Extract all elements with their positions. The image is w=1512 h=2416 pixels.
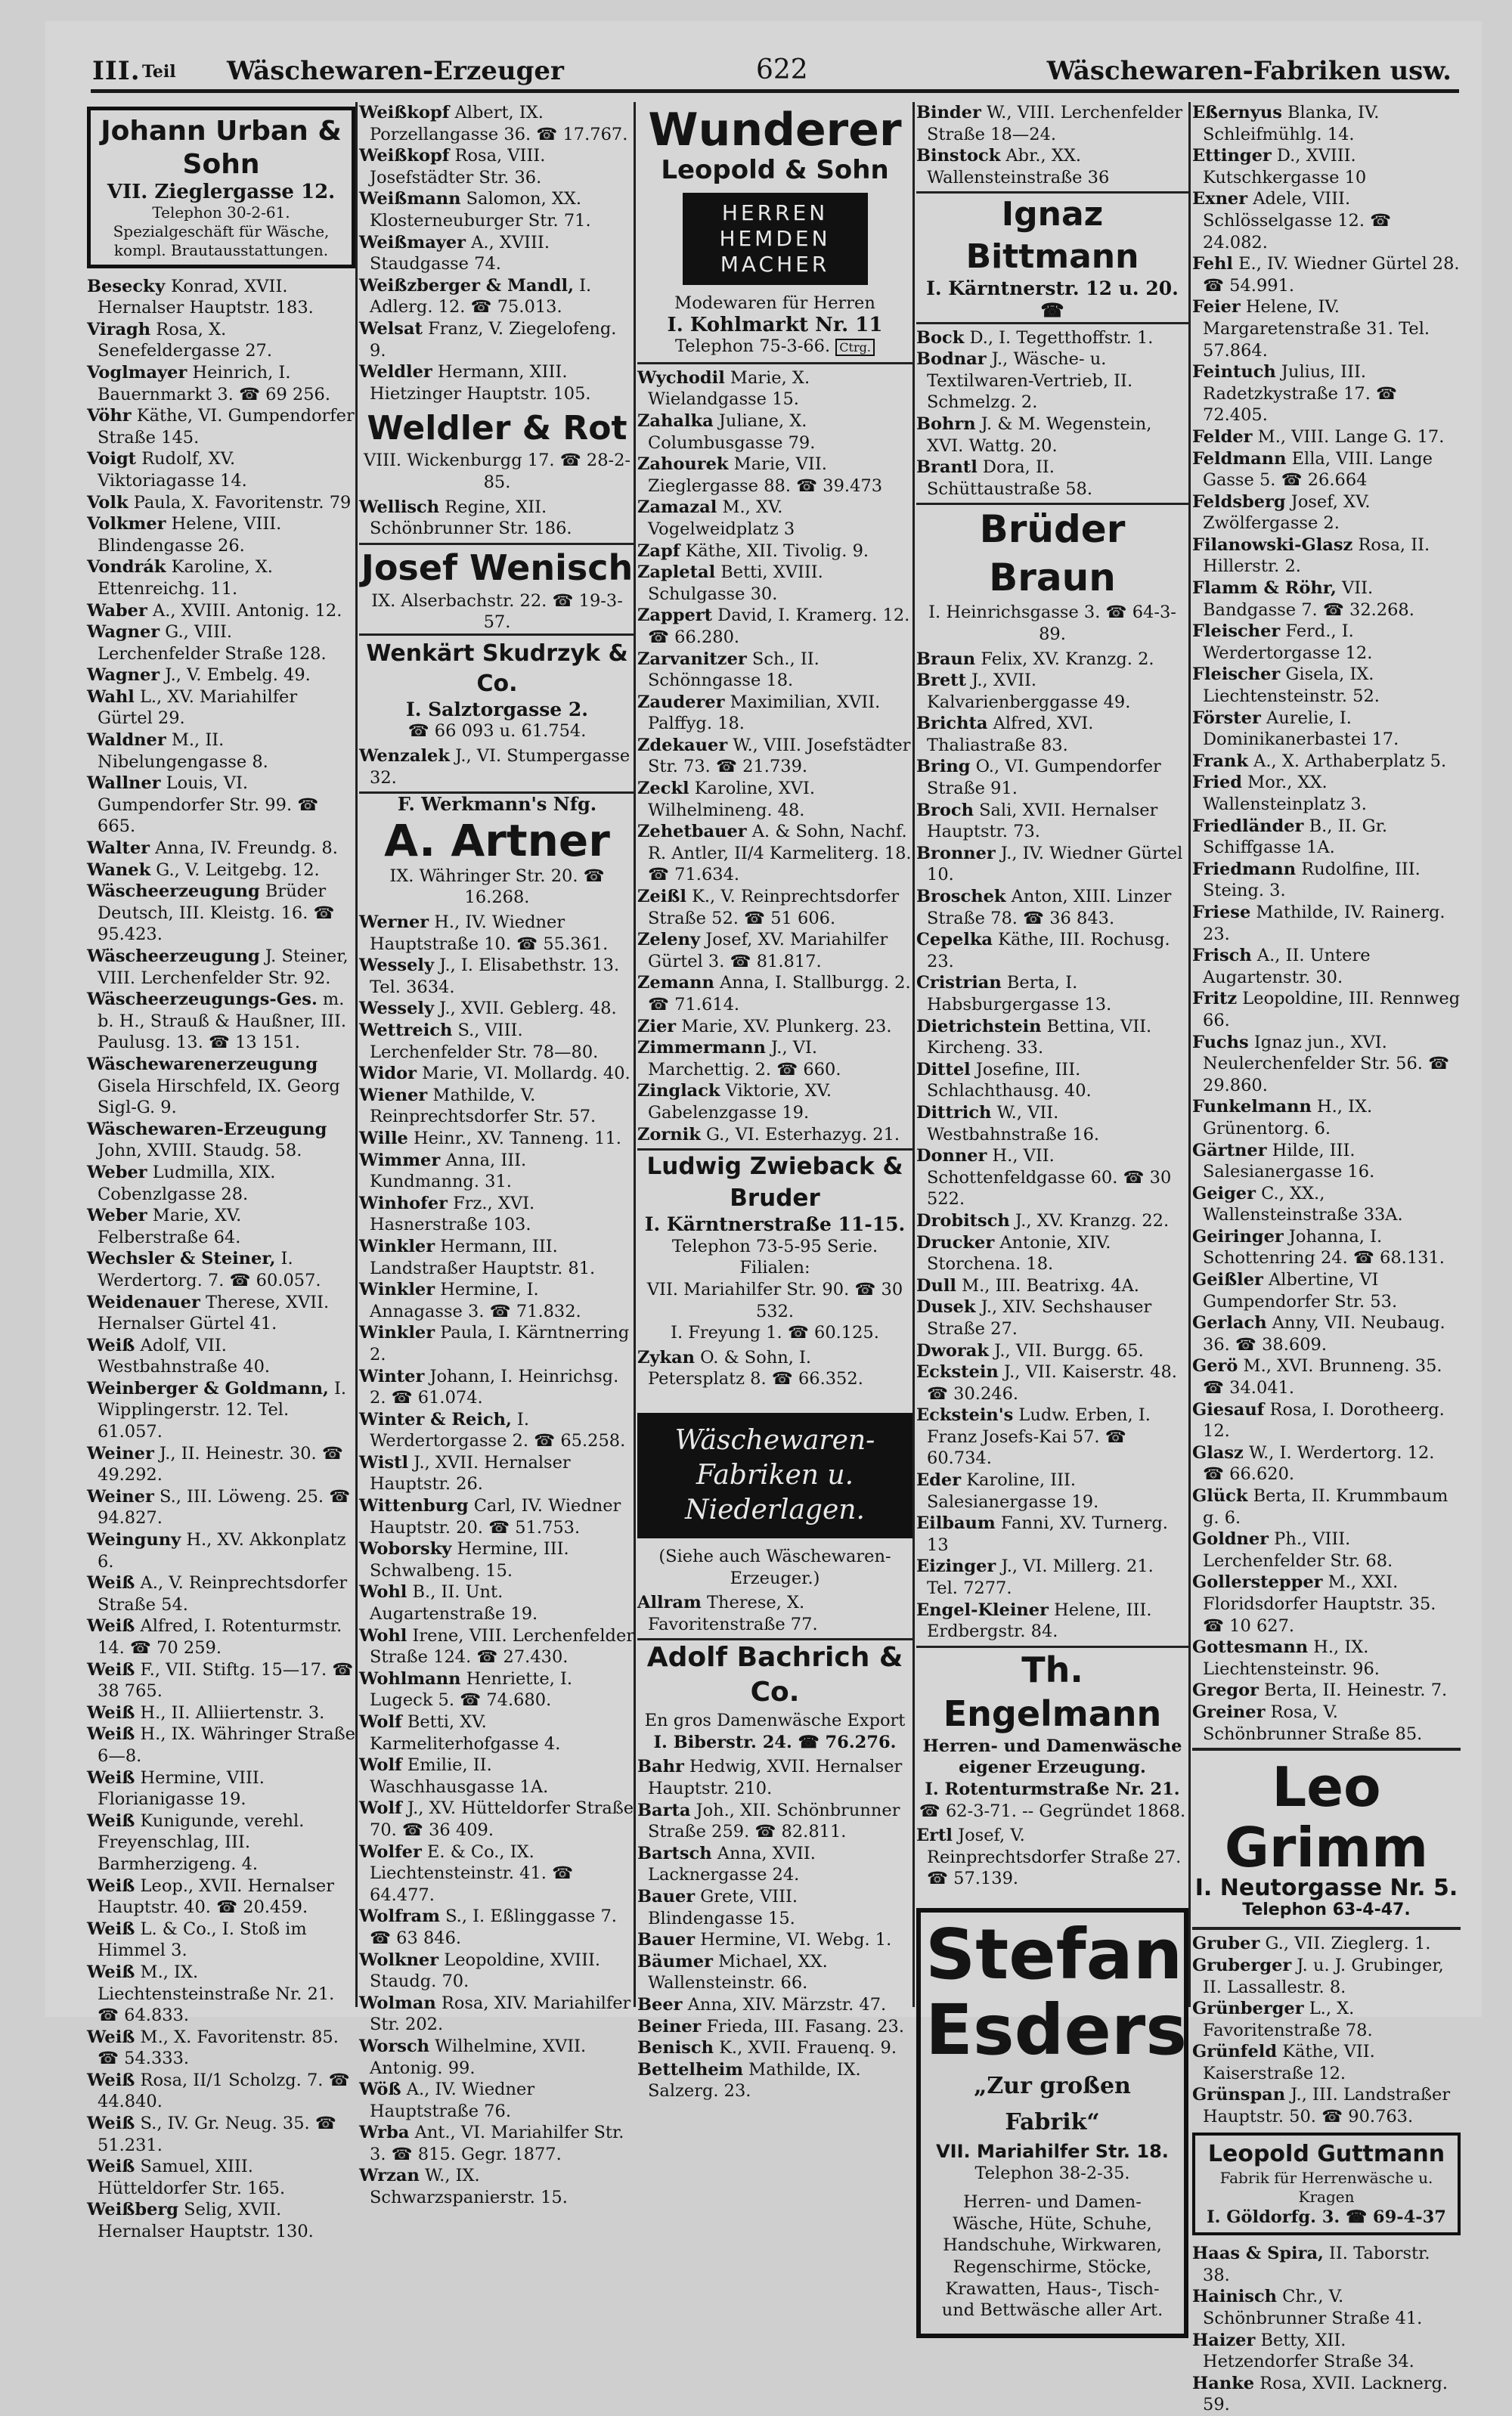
ad-grimm-phone: Telephon 63-4-47. xyxy=(1242,1900,1411,1919)
directory-entry: Wäscheerzeugung J. Steiner, VIII. Lerchenfelder Str. 92. xyxy=(87,946,349,988)
directory-entry: Gottesmann H., IX. Liechtensteinstr. 96. xyxy=(1192,1637,1380,1679)
directory-entry: Zykan O. & Sohn, I. Petersplatz 8. ☎ 66.352. xyxy=(637,1347,863,1389)
directory-entry: Zemann Anna, I. Stallburgg. 2. ☎ 71.614. xyxy=(637,973,911,1014)
directory-entry: Wimmer Anna, III. Kundmanng. 31. xyxy=(359,1150,527,1192)
ad-braun-name: Brüder Braun xyxy=(979,507,1126,600)
right-running-title: Wäschewaren-Fabriken usw. xyxy=(1046,56,1452,86)
directory-entry: Wagner J., V. Embelg. 49. xyxy=(87,665,311,686)
ad-urban xyxy=(87,107,355,268)
ad-grimm-name: Leo Grimm xyxy=(1224,1755,1429,1880)
ad-wenkart xyxy=(359,639,635,742)
directory-entry: Bäumer Michael, XX. Wallensteinstr. 66. xyxy=(637,1951,828,1993)
entry-list xyxy=(637,1347,912,1390)
directory-entry: Bauer Hermine, VI. Webg. 1. xyxy=(637,1930,892,1950)
directory-entry: Voglmayer Heinrich, I. Bauernmarkt 3. ☎ 69 256. xyxy=(87,362,331,404)
directory-entry: Wiener Mathilde, V. Reinprechtsdorfer Str. 57. xyxy=(359,1085,596,1127)
directory-entry: Weiß M., X. Favoritenstr. 85. ☎ 54.333. xyxy=(87,2027,339,2069)
ad-artner-predecessor: F. Werkmann's Nfg. xyxy=(397,793,597,816)
part-number: III. xyxy=(92,56,141,86)
directory-entry: Drucker Antonie, XIV. Storchena. 18. xyxy=(916,1232,1111,1275)
column-5 xyxy=(1192,102,1461,2416)
directory-entry: Weiß Leop., XVII. Hernalser Hauptstr. 40. ☎ 20.459. xyxy=(87,1875,334,1918)
ad-bittmann-address: I. Kärntnerstr. 12 u. 20. ☎ xyxy=(926,277,1179,321)
directory-entry: Friedmann Rudolfine, III. Steing. 3. xyxy=(1192,859,1421,901)
directory-entry: Haizer Betty, XII. Hetzendorfer Straße 34. xyxy=(1192,2330,1414,2372)
directory-entry: Weldler Hermann, XIII. Hietzinger Hauptstr. 105. xyxy=(359,362,591,404)
directory-entry: Winkler Hermine, I. Annagasse 3. ☎ 71.832. xyxy=(359,1280,581,1321)
ad-zwieback xyxy=(637,1148,912,1344)
directory-entry: Binstock Abr., XX. Wallensteinstraße 36 xyxy=(916,146,1110,187)
directory-entry: Bodnar J., Wäsche- u. Textilwaren-Vertrieb, II. Schmelzg. 2. xyxy=(916,349,1133,413)
directory-entry: Brantl Dora, II. Schüttaustraße 58. xyxy=(916,457,1093,499)
directory-entry: Waldner M., II. Nibelungengasse 8. xyxy=(87,730,268,772)
column-divider xyxy=(355,102,358,2007)
directory-entry: Wahl L., XV. Mariahilfer Gürtel 29. xyxy=(87,686,298,729)
directory-entry: Broch Sali, XVII. Hernalser Hauptstr. 73. xyxy=(916,800,1158,842)
directory-entry: Waber A., XVIII. Antonig. 12. xyxy=(87,600,342,621)
directory-entry: Zinglack Viktorie, XV. Gabelenzgasse 19. xyxy=(637,1081,832,1123)
directory-entry: Weber Marie, XV. Felberstraße 64. xyxy=(87,1206,242,1247)
directory-entry: Eckstein J., VII. Kaiserstr. 48. ☎ 30.246. xyxy=(916,1362,1177,1404)
directory-entry: Allram Therese, X. Favoritenstraße 77. xyxy=(637,1593,818,1634)
directory-entry: Gärtner Hilde, III. Salesianergasse 16. xyxy=(1192,1140,1375,1182)
directory-entry: Weiß S., IV. Gr. Neug. 35. ☎ 51.231. xyxy=(87,2114,336,2155)
directory-entry: Welsat Franz, V. Ziegelofeng. 9. xyxy=(359,318,617,361)
entry-list xyxy=(1192,102,1461,1745)
directory-entry: Fehl E., IV. Wiedner Gürtel 28. ☎ 54.991. xyxy=(1192,254,1460,296)
ad-zwieback-branch-2: I. Freyung 1. ☎ 60.125. xyxy=(671,1323,879,1343)
directory-entry: Eßernyus Blanka, IV. Schleifmühlg. 14. xyxy=(1192,103,1380,144)
entry-list xyxy=(1192,2243,1461,2416)
directory-entry: Bauer Grete, VIII. Blindengasse 15. xyxy=(637,1887,798,1928)
ad-esders-phone: Telephon 38-2-35. xyxy=(974,2163,1130,2183)
ad-wenkart-phone: ☎ 66 093 u. 61.754. xyxy=(407,721,587,742)
ad-zwieback-branch-1: VII. Mariahilfer Str. 90. ☎ 30 532. xyxy=(646,1279,903,1321)
entry-list xyxy=(359,497,635,540)
directory-entry: Beer Anna, XIV. Märzstr. 47. xyxy=(637,1995,887,2015)
column-3 xyxy=(637,102,912,2102)
ad-engelmann-phone: ☎ 62-3-71. -- Gegründet 1868. xyxy=(919,1801,1186,1821)
directory-entry: Binder W., VIII. Lerchenfelder Straße 18—24. xyxy=(916,103,1183,144)
directory-entry: Fleischer Ferd., I. Werdertorgasse 12. xyxy=(1192,621,1373,663)
ad-wenkart-address: I. Salztorgasse 2. xyxy=(406,698,588,720)
entry-list xyxy=(1192,1933,1461,2127)
directory-entry: Weiß Adolf, VII. Westbahnstraße 40. xyxy=(87,1335,271,1377)
entry-list xyxy=(359,912,635,2209)
ad-bachrich-description: En gros Damenwäsche Export xyxy=(644,1711,906,1731)
directory-entry: Wittenburg Carl, IV. Wiedner Hauptstr. 20. ☎ 51.753. xyxy=(359,1496,621,1538)
directory-entry: Weiß M., IX. Liechtensteinstraße Nr. 21. ☎ 64.833. xyxy=(87,1962,335,2026)
directory-entry: Fuchs Ignaz jun., XVI. Neulerchenfelder Str. 56. ☎ 29.860. xyxy=(1192,1032,1450,1095)
directory-entry: Eizinger J., VI. Millerg. 21. Tel. 7277. xyxy=(916,1556,1154,1599)
directory-entry: Dworak J., VII. Burgg. 65. xyxy=(916,1340,1144,1361)
column-divider xyxy=(912,102,915,2007)
directory-entry: Feldsberg Josef, XV. Zwölfergasse 2. xyxy=(1192,491,1371,534)
directory-entry: Volk Paula, X. Favoritenstr. 79 xyxy=(87,492,352,513)
directory-entry: Greiner Rosa, V. Schönbrunner Straße 85. xyxy=(1192,1702,1423,1744)
directory-entry: Zdekauer W., VIII. Josefstädter Str. 73. ☎ 21.739. xyxy=(637,735,911,777)
ad-wunderer-subtitle: Leopold & Sohn xyxy=(661,155,889,185)
directory-entry: Giesauf Rosa, I. Dorotheerg. 12. xyxy=(1192,1399,1445,1442)
directory-entry: Gruber G., VII. Zieglerg. 1. xyxy=(1192,1934,1431,1954)
ad-engelmann-description: Herren- und Damenwäsche eigener Erzeugung. xyxy=(922,1736,1182,1778)
ad-engelmann xyxy=(916,1646,1188,1822)
directory-entry: Benisch K., XVII. Frauenq. 9. xyxy=(637,2038,897,2058)
directory-entry: Wanek G., V. Leitgebg. 12. xyxy=(87,860,320,880)
directory-entry: Zappert David, I. Kramerg. 12. ☎ 66.280. xyxy=(637,606,910,647)
directory-entry: Zapf Käthe, XII. Tivolig. 9. xyxy=(637,541,869,561)
directory-entry: Winter Johann, I. Heinrichsg. 2. ☎ 61.074. xyxy=(359,1366,619,1408)
entry-list xyxy=(87,276,355,2243)
directory-entry: Widor Marie, VI. Mollardg. 40. xyxy=(359,1064,631,1084)
entry-list xyxy=(916,102,1188,188)
directory-entry: Geißler Albertine, VI Gumpendorfer Str. 53. xyxy=(1192,1270,1398,1312)
directory-entry: Wolf Betti, XV. Karmeliterhofgasse 4. xyxy=(359,1712,561,1754)
directory-entry: Feldmann Ella, VIII. Lange Gasse 5. ☎ 26.664 xyxy=(1192,448,1433,491)
column-2 xyxy=(359,102,635,2209)
directory-entry: Weidenauer Therese, XVII. Hernalser Gürtel 41. xyxy=(87,1292,330,1334)
ad-wunderer-address: I. Kohlmarkt Nr. 11 xyxy=(667,313,883,336)
directory-entry: Winkler Paula, I. Kärntnerring 2. xyxy=(359,1323,630,1364)
directory-entry: Wychodil Marie, X. Wielandgasse 15. xyxy=(637,367,810,410)
directory-entry: Wrba Ant., VI. Mariahilfer Str. 3. ☎ 815. Gegr. 1877. xyxy=(359,2123,624,2164)
directory-entry: Wagner G., VIII. Lerchenfelder Straße 128. xyxy=(87,622,327,664)
directory-entry: Vöhr Käthe, VI. Gumpendorfer Straße 145. xyxy=(87,406,355,448)
ad-urban-name: Johann Urban & Sohn xyxy=(101,116,342,180)
directory-entry: Feier Helene, IV. Margaretenstraße 31. Tel. 57.864. xyxy=(1192,297,1430,361)
ad-artner xyxy=(359,791,635,909)
entry-list xyxy=(359,102,635,404)
directory-entry: Weiß H., II. Alliiertenstr. 3. xyxy=(87,1702,325,1723)
column-4 xyxy=(916,102,1188,2346)
directory-entry: Dietrichstein Bettina, VII. Kircheng. 33. xyxy=(916,1016,1152,1058)
directory-entry: Weiß L. & Co., I. Stoß im Himmel 3. xyxy=(87,1919,307,1961)
directory-entry: Wessely J., XVII. Geblerg. 48. xyxy=(359,999,617,1019)
directory-entry: Wohl Irene, VIII. Lerchenfelder Straße 124. ☎ 27.430. xyxy=(359,1625,635,1668)
directory-entry: Voigt Rudolf, XV. Viktoriagasse 14. xyxy=(87,449,247,491)
ad-wunderer-phone: Telephon 75-3-66. xyxy=(675,336,831,357)
directory-entry: Bohrn J. & M. Wegenstein, XVI. Wattg. 20. xyxy=(916,414,1152,456)
directory-entry: Cristrian Berta, I. Habsburgergasse 13. xyxy=(916,973,1112,1014)
directory-entry: Feintuch Julius, III. Radetzkystraße 17. ☎ 72.405. xyxy=(1192,362,1398,426)
section-banner-fabriken: Wäschewaren-Fabriken u. Niederlagen. xyxy=(637,1413,912,1538)
directory-entry: Bring O., VI. Gumpendorfer Straße 91. xyxy=(916,757,1161,799)
ad-esders-description: Herren- und Damen-Wäsche, Hüte, Schuhe, Handschuhe, Wirkwaren, Regenschirme, Stöcke, Krawatten, Haus-, Tisch- und Bettwäsche aller Art. xyxy=(941,2192,1163,2321)
directory-entry: Dittrich W., VII. Westbahnstraße 16. xyxy=(916,1102,1100,1145)
directory-entry: Goldner Ph., VIII. Lerchenfelder Str. 68. xyxy=(1192,1529,1393,1571)
directory-entry: Winkler Hermann, III. Landstraßer Hauptstr. 81. xyxy=(359,1236,596,1278)
directory-entry: Grünspan J., III. Landstraßer Hauptstr. 50. ☎ 90.763. xyxy=(1192,2085,1451,2127)
ad-wenisch-address: IX. Alserbachstr. 22. ☎ 19-3-57. xyxy=(371,590,623,633)
directory-entry: Zarvanitzer Sch., II. Schönngasse 18. xyxy=(637,649,820,691)
column-1 xyxy=(87,102,355,2243)
directory-entry: Grünfeld Käthe, VII. Kaiserstraße 12. xyxy=(1192,2042,1375,2083)
directory-entry: Ettinger D., XVIII. Kutschkergasse 10 xyxy=(1192,146,1367,187)
directory-entry: Wohl B., II. Unt. Augartenstraße 19. xyxy=(359,1582,538,1625)
directory-entry: Weiß Kunigunde, verehl. Freyenschlag, III. Barmherzigeng. 4. xyxy=(87,1810,305,1874)
directory-entry: Wolfer E. & Co., IX. Liechtensteinstr. 41. ☎ 64.477. xyxy=(359,1841,574,1905)
directory-entry: Wohlmann Henriette, I. Lugeck 5. ☎ 74.680. xyxy=(359,1668,573,1711)
ad-wunderer-badge: Ctrg. xyxy=(835,339,875,356)
directory-entry: Volkmer Helene, VIII. Blindengasse 26. xyxy=(87,514,282,556)
ad-wunderer-description: Modewaren für Herren xyxy=(674,293,875,313)
directory-entry: Geiger C., XX., Wallensteinstraße 33A. xyxy=(1192,1183,1403,1225)
ad-guttmann xyxy=(1192,2133,1461,2236)
directory-entry: Weißkopf Rosa, VIII. Josefstädter Str. 36. xyxy=(359,146,546,187)
directory-entry: Weinberger & Goldmann, I. Wipplingerstr. 12. Tel. 61.057. xyxy=(87,1378,347,1442)
directory-entry: Glasz W., I. Werdertorg. 12. ☎ 66.620. xyxy=(1192,1442,1435,1485)
directory-entry: Engel-Kleiner Helene, III. Erdbergstr. 84. xyxy=(916,1600,1152,1642)
directory-entry: Werner H., IV. Wiedner Hauptstraße 10. ☎ 55.361. xyxy=(359,912,609,954)
directory-entry: Weiß F., VII. Stiftg. 15—17. ☎ 38 765. xyxy=(87,1659,354,1702)
directory-entry: Winhofer Frz., XVI. Hasnerstraße 103. xyxy=(359,1193,535,1235)
directory-entry: Gruberger J. u. J. Grubinger, II. Lassallestr. 8. xyxy=(1192,1955,1444,1997)
ad-grimm xyxy=(1192,1748,1461,1930)
ad-engelmann-address: I. Rotenturmstraße Nr. 21. xyxy=(925,1779,1180,1799)
page-header xyxy=(45,53,1459,88)
ad-artner-address: IX. Währinger Str. 20. ☎ 16.268. xyxy=(389,866,605,908)
directory-entry: Beseckу Konrad, XVII. Hernalser Hauptstr. 183. xyxy=(87,276,314,318)
ad-esders-slogan: „Zur großen Fabrik“ xyxy=(974,2072,1131,2136)
directory-entry: Gregor Berta, II. Heinestr. 7. xyxy=(1192,1680,1448,1701)
ad-zwieback-address: I. Kärntnerstraße 11-15. xyxy=(644,1213,906,1236)
directory-entry: Weinguny H., XV. Akkonplatz 6. xyxy=(87,1530,346,1572)
directory-entry: Wallner Louis, VI. Gumpendorfer Str. 99. ☎ 665. xyxy=(87,773,319,837)
directory-entry: Wettreich S., VIII. Lerchenfelder Str. 78—80. xyxy=(359,1021,599,1062)
ad-guttmann-name: Leopold Guttmann xyxy=(1207,2140,1445,2167)
directory-entry: Weiß Samuel, XIII. Hütteldorfer Str. 165. xyxy=(87,2157,286,2198)
directory-entry: Friedländer B., II. Gr. Schiffgasse 1A. xyxy=(1192,816,1388,858)
ad-grimm-address: I. Neutorgasse Nr. 5. xyxy=(1194,1875,1458,1902)
directory-entry: Walter Anna, IV. Freundg. 8. xyxy=(87,838,338,859)
ad-artner-name: A. Artner xyxy=(384,814,610,866)
directory-entry: Bock D., I. Tegetthoffstr. 1. xyxy=(916,327,1154,348)
ad-wunderer-name: Wunderer xyxy=(648,104,902,156)
ad-guttmann-address: I. Göldorfg. 3. ☎ 69-4-37 xyxy=(1207,2207,1446,2227)
directory-entry: Bronner J., IV. Wiedner Gürtel 10. xyxy=(916,843,1183,885)
directory-entry: Viragh Rosa, X. Senefeldergasse 27. xyxy=(87,319,273,361)
ad-bachrich xyxy=(637,1638,912,1753)
directory-entry: Frisch A., II. Untere Augartenstr. 30. xyxy=(1192,946,1371,987)
directory-entry: Ertl Josef, V. Reinprechtsdorfer Straße 27. ☎ 57.139. xyxy=(916,1826,1182,1889)
directory-entry: Weiß Alfred, I. Rotenturmstr. 14. ☎ 70 259. xyxy=(87,1616,342,1658)
directory-entry: Weiß Hermine, VIII. Florianigasse 19. xyxy=(87,1767,265,1810)
ad-urban-description: Spezialgeschäft für Wäsche, kompl. Brautausstattungen. xyxy=(113,221,330,259)
directory-entry: Donner H., VII. Schottenfeldgasse 60. ☎ 30 522. xyxy=(916,1146,1172,1210)
directory-entry: Vondrák Karoline, X. Ettenreichg. 11. xyxy=(87,557,273,599)
ad-wenisch-name: Josef Wenisch xyxy=(361,547,634,588)
directory-entry: Wistl J., XVII. Hernalser Hauptstr. 26. xyxy=(359,1452,571,1495)
directory-entry: Wolf Emilie, II. Waschhausgasse 1A. xyxy=(359,1755,549,1797)
directory-entry: Broschek Anton, XIII. Linzer Straße 78. ☎ 36 843. xyxy=(916,887,1172,928)
ad-engelmann-name: Th. Engelmann xyxy=(943,1649,1162,1734)
left-running-title: Wäschewaren-Erzeuger xyxy=(227,56,564,86)
directory-entry: Hanke Rosa, XVII. Lacknerg. 59. xyxy=(1192,2373,1448,2415)
directory-entry: Förster Aurelie, I. Dominikanerbastei 17. xyxy=(1192,708,1399,750)
directory-entry: Fried Mor., XX. Wallensteinplatz 3. xyxy=(1192,773,1367,814)
ad-zwieback-branches-label: Filialen: xyxy=(739,1258,810,1278)
ad-esders-name-1: Stefan xyxy=(925,1913,1183,1995)
directory-entry: Wellisch Regine, XII. Schönbrunner Str. 186. xyxy=(359,497,572,539)
directory-entry: Wäscheerzeugung Brüder Deutsch, III. Kleistg. 16. ☎ 95.423. xyxy=(87,881,335,945)
directory-entry: Dittel Josefine, III. Schlachthausg. 40. xyxy=(916,1059,1092,1101)
directory-entry: Dull M., III. Beatrixg. 4A. xyxy=(916,1275,1139,1296)
directory-entry: Zahourek Marie, VII. Zieglergasse 88. ☎ 39.473 xyxy=(637,454,883,496)
directory-entry: Gerlach Anny, VII. Neubaug. 36. ☎ 38.609. xyxy=(1192,1313,1445,1355)
ad-urban-phone: Telephon 30-2-61. xyxy=(152,203,290,221)
entry-list xyxy=(916,649,1188,1643)
directory-entry: Braun Felix, XV. Kranzg. 2. xyxy=(916,649,1154,669)
ad-weldler xyxy=(359,407,635,493)
directory-entry: Cepelka Käthe, III. Rochusg. 23. xyxy=(916,930,1170,971)
directory-entry: Eilbaum Fanni, XV. Turnerg. 13 xyxy=(916,1513,1168,1555)
directory-entry: Wille Heinr., XV. Tanneng. 11. xyxy=(359,1128,621,1148)
directory-entry: Filanowski-Glasz Rosa, II. Hillerstr. 2. xyxy=(1192,534,1430,577)
directory-entry: Weißkopf Albert, IX. Porzellangasse 36. ☎ 17.767. xyxy=(359,103,628,144)
ad-braun xyxy=(916,503,1188,645)
directory-entry: Zornik G., VI. Esterhazyg. 21. xyxy=(637,1124,900,1145)
directory-entry: Frank A., X. Arthaberplatz 5. xyxy=(1192,751,1447,771)
ad-esders-address: VII. Mariahilfer Str. 18. xyxy=(936,2140,1169,2162)
directory-entry: Weißzberger & Mandl, I. Adlerg. 12. ☎ 75.013. xyxy=(359,275,592,317)
ad-esders-name-2: Esders xyxy=(925,1989,1187,2071)
directory-entry: Weiner J., II. Heinestr. 30. ☎ 49.292. xyxy=(87,1443,343,1485)
directory-entry: Beiner Frieda, III. Fasang. 23. xyxy=(637,2016,904,2037)
ad-wenkart-name: Wenkärt Skudrzyk & Co. xyxy=(366,640,628,697)
entry-list xyxy=(637,362,912,1145)
directory-entry: Eder Karoline, III. Salesianergasse 19. xyxy=(916,1470,1099,1512)
directory-entry: Wolfram S., I. Eßlinggasse 7. ☎ 63 846. xyxy=(359,1906,617,1948)
directory-entry: Zehetbauer A. & Sohn, Nachf. R. Antler, II/4 Karmeliterg. 18. ☎ 71.634. xyxy=(637,822,912,885)
directory-entry: Weber Ludmilla, XIX. Cobenzlgasse 28. xyxy=(87,1162,276,1204)
directory-entry: Zauderer Maximilian, XVII. Palffyg. 18. xyxy=(637,692,881,734)
directory-entry: Exner Adele, VIII. Schlösselgasse 12. ☎ 24.082. xyxy=(1192,189,1392,252)
ad-wunderer-logo: HERREN HEMDEN MACHER xyxy=(683,193,868,285)
ad-esders xyxy=(916,1908,1188,2338)
ad-braun-address: I. Heinrichsgasse 3. ☎ 64-3-89. xyxy=(928,602,1176,644)
ad-wunderer xyxy=(637,105,912,359)
directory-entry: Zimmermann J., VI. Marchettig. 2. ☎ 660. xyxy=(637,1038,841,1079)
entry-list xyxy=(359,745,635,788)
ad-zwieback-name: Ludwig Zwieback & Bruder xyxy=(646,1153,903,1213)
ad-bittmann xyxy=(916,191,1188,324)
directory-entry: Wäschewaren-Erzeugung John, XVIII. Staudg. 58. xyxy=(87,1119,327,1161)
directory-entry: Weißberg Selig, XVII. Hernalser Hauptstr. 130. xyxy=(87,2200,314,2242)
ad-weldler-address: VIII. Wickenburgg 17. ☎ 28-2-85. xyxy=(363,451,631,492)
directory-entry: Wechsler & Steiner, I. Werdertorg. 7. ☎ 60.057. xyxy=(87,1249,321,1290)
directory-entry: Weiß H., IX. Währinger Straße 6—8. xyxy=(87,1724,355,1766)
directory-entry: Dusek J., XIV. Sechshauser Straße 27. xyxy=(916,1297,1152,1339)
ad-wenisch xyxy=(359,543,635,636)
ad-weldler-name: Weldler & Rot xyxy=(367,409,627,448)
directory-entry: Worsch Wilhelmine, XVII. Antonig. 99. xyxy=(359,2036,587,2078)
column-divider xyxy=(1188,102,1191,2007)
directory-entry: Fleischer Gisela, IX. Liechtensteinstr. 52. xyxy=(1192,664,1380,707)
ad-urban-address: VII. Zieglergasse 12. xyxy=(107,181,336,203)
directory-entry: Wäscheerzeugungs-Ges. m. b. H., Strauß & Haußner, III. Paulusg. 13. ☎ 13 151. xyxy=(87,990,347,1053)
ad-bachrich-name: Adolf Bachrich & Co. xyxy=(646,1642,903,1708)
directory-entry: Zamazal M., XV. Vogelweidplatz 3 xyxy=(637,497,795,539)
directory-entry: Gollerstepper M., XXI. Floridsdorfer Hauptstr. 35. ☎ 10 627. xyxy=(1192,1572,1436,1636)
directory-entry: Bettelheim Mathilde, IX. Salzerg. 23. xyxy=(637,2059,861,2102)
ad-bittmann-name: Ignaz Bittmann xyxy=(965,195,1139,277)
directory-entry: Wrzan W., IX. Schwarzspanierstr. 15. xyxy=(359,2166,568,2208)
directory-entry: Wessely J., I. Elisabethstr. 13. Tel. 3634. xyxy=(359,956,620,997)
directory-entry: Zier Marie, XV. Plunkerg. 23. xyxy=(637,1016,892,1036)
directory-entry: Fritz Leopoldine, III. Rennweg 66. xyxy=(1192,989,1461,1030)
directory-entry: Gerö M., XVI. Brunneng. 35. ☎ 34.041. xyxy=(1192,1356,1442,1398)
directory-entry: Weiß A., V. Reinprechtsdorfer Straße 54. xyxy=(87,1573,348,1615)
directory-entry: Bahr Hedwig, XVII. Hernalser Hauptstr. 210. xyxy=(637,1757,903,1799)
directory-entry: Weiner S., III. Löweng. 25. ☎ 94.827. xyxy=(87,1486,351,1529)
directory-entry: Zeleny Josef, XV. Mariahilfer Gürtel 3. ☎ 81.817. xyxy=(637,930,888,971)
directory-entry: Woborsky Hermine, III. Schwalbeng. 15. xyxy=(359,1539,569,1581)
directory-entry: Funkelmann H., IX. Grünentorg. 6. xyxy=(1192,1097,1373,1138)
page-number: 622 xyxy=(756,54,808,85)
directory-entry: Winter & Reich, I. Werdertorgasse 2. ☎ 65.258. xyxy=(359,1409,626,1451)
ad-bachrich-address: I. Biberstr. 24. ☎ 76.276. xyxy=(653,1732,897,1752)
directory-entry: Wolf J., XV. Hütteldorfer Straße 70. ☎ 36 409. xyxy=(359,1798,634,1840)
directory-entry: Wäschewarenerzeugung Gisela Hirschfeld, IX. Georg Sigl-G. 9. xyxy=(87,1054,340,1118)
directory-entry: Friese Mathilde, IV. Rainerg. 23. xyxy=(1192,902,1445,944)
ad-guttmann-description: Fabrik für Herrenwäsche u. Kragen xyxy=(1219,2168,1433,2206)
ad-zwieback-phone: Telephon 73-5-95 Serie. xyxy=(671,1236,878,1256)
part-label: Teil xyxy=(142,62,176,82)
directory-entry: Flamm & Röhr, VII. Bandgasse 7. ☎ 32.268. xyxy=(1192,578,1414,620)
directory-entry: Glück Berta, II. Krummbaum g. 6. xyxy=(1192,1486,1448,1528)
directory-entry: Geiringer Johanna, I. Schottenring 24. ☎ 68.131. xyxy=(1192,1226,1445,1268)
directory-entry: Barta Joh., XII. Schönbrunner Straße 259. ☎ 82.811. xyxy=(637,1800,900,1842)
directory-entry: Drobitsch J., XV. Kranzg. 22. xyxy=(916,1210,1170,1231)
directory-entry: Wolkner Leopoldine, XVIII. Staudg. 70. xyxy=(359,1950,601,1992)
header-rule xyxy=(91,89,1459,93)
directory-entry: Wöß A., IV. Wiedner Hauptstraße 76. xyxy=(359,2080,535,2121)
directory-entry: Hainisch Chr., V. Schönbrunner Straße 41. xyxy=(1192,2287,1423,2329)
directory-entry: Felder M., VIII. Lange G. 17. xyxy=(1192,426,1445,447)
directory-entry: Weiß Rosa, II/1 Scholzg. 7. ☎ 44.840. xyxy=(87,2070,350,2112)
directory-entry: Wenzalek J., VI. Stumpergasse 32. xyxy=(359,746,631,788)
directory-entry: Brichta Alfred, XVI. Thaliastraße 83. xyxy=(916,714,1094,755)
directory-entry: Grünberger L., X. Favoritenstraße 78. xyxy=(1192,1999,1373,2040)
directory-entry: Zeißl K., V. Reinprechtsdorfer Straße 52. ☎ 51 606. xyxy=(637,887,900,928)
directory-entry: Eckstein's Ludw. Erben, I. Franz Josefs-Kai 57. ☎ 60.734. xyxy=(916,1405,1151,1469)
directory-entry: Weißmayer A., XVIII. Staudgasse 74. xyxy=(359,232,550,274)
entry-list xyxy=(637,1756,912,2102)
directory-entry: Zeckl Karoline, XVI. Wilhelmineng. 48. xyxy=(637,779,816,820)
directory-entry: Weißmann Salomon, XX. Klosterneuburger Str. 71. xyxy=(359,189,591,231)
section-see-also: (Siehe auch Wäschewaren-Erzeuger.) xyxy=(658,1546,891,1588)
directory-entry: Zahalka Juliane, X. Columbusgasse 79. xyxy=(637,410,816,453)
directory-entry: Haas & Spira, II. Taborstr. 38. xyxy=(1192,2244,1430,2285)
entry-list xyxy=(637,1592,912,1635)
directory-entry: Zapletal Betti, XVIII. Schulgasse 30. xyxy=(637,562,823,604)
entry-list xyxy=(916,327,1188,500)
directory-entry: Wolman Rosa, XIV. Mariahilfer Str. 202. xyxy=(359,1993,631,2035)
directory-entry: Bartsch Anna, XVII. Lacknergasse 24. xyxy=(637,1843,816,1885)
directory-entry: Brett J., XVII. Kalvarienberggasse 49. xyxy=(916,671,1131,712)
entry-list xyxy=(916,1825,1188,1890)
